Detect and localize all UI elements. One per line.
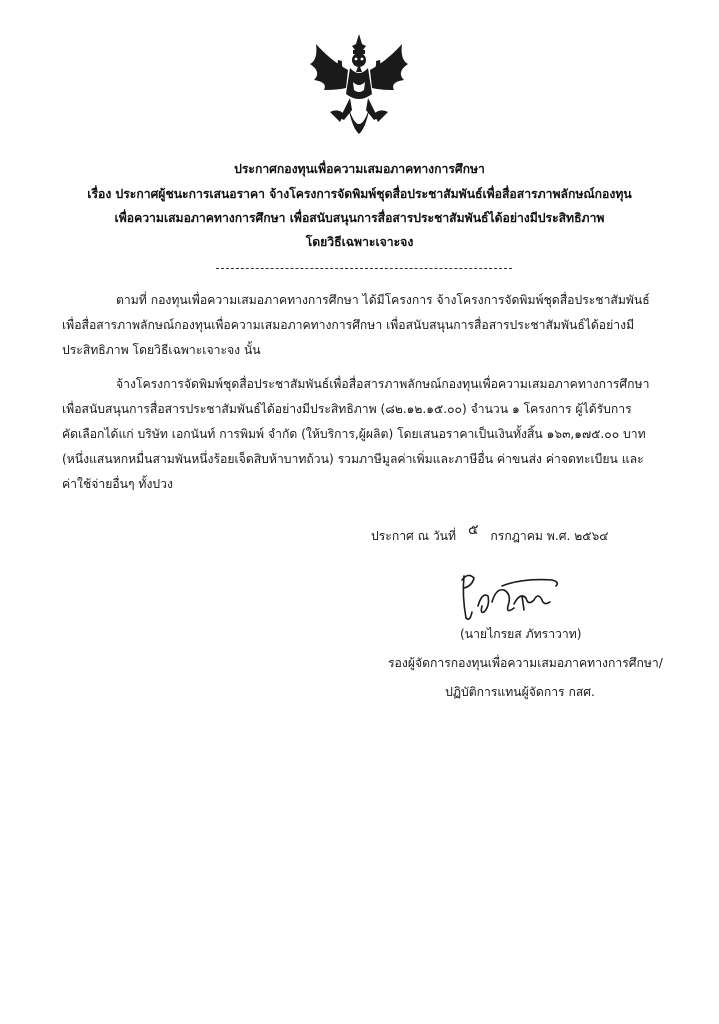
para1-line-2: เพื่อสื่อสารภาพลักษณ์กองทุนเพื่อความเสมอภาคทางการศึกษา เพื่อสนับสนุนการสื่อสารประชาสัมพันธ์ได้อย่างมี bbox=[62, 318, 635, 332]
dashed-divider bbox=[216, 268, 512, 269]
para2-line-4: (หนึ่งแสนหกหมื่นสามพันหนึ่งร้อยเจ็ดสิบห้าบาทถ้วน) รวมภาษีมูลค่าเพิ่มและภาษีอื่น ค่าขนส่ง ค่าจดทะเบียน และ bbox=[62, 452, 644, 466]
para1-line-3: ประสิทธิภาพ โดยวิธีเฉพาะเจาะจง นั้น bbox=[62, 343, 261, 357]
subject-line-3: โดยวิธีเฉพาะเจาะจง bbox=[305, 235, 414, 249]
signer-position-1: รองผู้จัดการกองทุนเพื่อความเสมอภาคทางการศึกษา/ bbox=[388, 656, 663, 670]
subject-line-1: เรื่อง ประกาศผู้ชนะการเสนอราคา จ้างโครงการจัดพิมพ์ชุดสื่อประชาสัมพันธ์เพื่อสื่อสารภาพลักษณ์กองทุน bbox=[87, 187, 632, 201]
announce-prefix: ประกาศ ณ วันที่ bbox=[371, 529, 457, 543]
subject-line-2: เพื่อความเสมอภาคทางการศึกษา เพื่อสนับสนุนการสื่อสารประชาสัมพันธ์ได้อย่างมีประสิทธิภาพ bbox=[114, 211, 605, 225]
announce-month-year: กรกฎาคม พ.ศ. ๒๕๖๔ bbox=[490, 529, 609, 543]
para2-line-3: คัดเลือกได้แก่ บริษัท เอกนันท์ การพิมพ์ จำกัด (ให้บริการ,ผู้ผลิต) โดยเสนอราคาเป็นเงินทั้งสิ้น ๑๖๓,๑๗๕.๐๐ บาท bbox=[62, 427, 646, 441]
para2-line-5: ค่าใช้จ่ายอื่นๆ ทั้งปวง bbox=[62, 477, 173, 491]
signer-position-2: ปฏิบัติการแทนผู้จัดการ กสศ. bbox=[445, 685, 595, 699]
para2-line-1: จ้างโครงการจัดพิมพ์ชุดสื่อประชาสัมพันธ์เพื่อสื่อสารภาพลักษณ์กองทุนเพื่อความเสมอภาคทางการศึกษา bbox=[116, 377, 650, 391]
para1-line-1: ตามที่ กองทุนเพื่อความเสมอภาคทางการศึกษา ได้มีโครงการ จ้างโครงการจัดพิมพ์ชุดสื่อประชาสัมพันธ์ bbox=[116, 293, 650, 307]
announce-day: ๕ bbox=[467, 522, 479, 538]
announcement-title: ประกาศกองทุนเพื่อความเสมอภาคทางการศึกษา bbox=[234, 162, 485, 176]
announce-date-line bbox=[371, 522, 609, 547]
signature-icon bbox=[452, 566, 570, 624]
para2-line-2: เพื่อสนับสนุนการสื่อสารประชาสัมพันธ์ได้อย่างมีประสิทธิภาพ (๘๒.๑๒.๑๕.๐๐) จำนวน ๑ โครงการ ผู้ได้รับการ bbox=[62, 402, 632, 416]
signer-name: (นายไกรยส ภัทราวาท) bbox=[460, 627, 582, 641]
garuda-emblem-icon bbox=[300, 30, 418, 148]
